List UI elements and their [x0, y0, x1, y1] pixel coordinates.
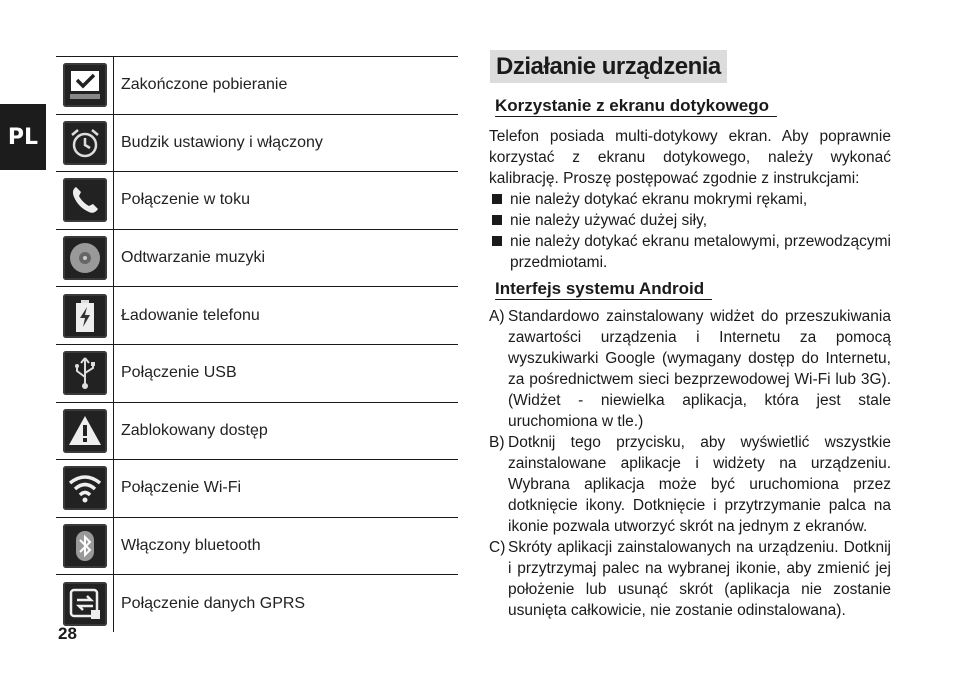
subsection-title-touchscreen: Korzystanie z ekranu dotykowego [495, 96, 777, 117]
usb-icon [63, 351, 107, 395]
list-item: C) Skróty aplikacji zainstalowanych na urządzeniu. Dotknij i przytrzymaj palec na wybranej ikonie, aby zmienić jej położenie lub usunąć skrót (aplikacja nie zostanie usunięta całkowicie, nie zostanie odinstalowana). [489, 539, 891, 619]
gprs-data-icon [63, 582, 107, 626]
table-row [56, 574, 458, 632]
table-row [56, 402, 458, 460]
row-label: Budzik ustawiony i włączony [121, 133, 323, 151]
row-label: Zablokowany dostęp [121, 421, 268, 439]
list-item: A) Standardowo zainstalowany widżet do przeszukiwania zawartości urządzenia i Internetu za pomocą wyszukiwarki Google (wymagany dostęp do Internetu, za pośrednictwem sieci bezprzewodowej Wi-Fi lub 3G). (Widżet - niewielka aplikacja, która jest stale uruchomiona w tle.) [489, 308, 891, 430]
table-row [56, 171, 458, 229]
row-label: Połączenie w toku [121, 191, 250, 209]
row-label: Połączenie USB [121, 364, 237, 382]
row-label: Ładowanie telefonu [121, 306, 260, 324]
row-label: Włączony bluetooth [121, 537, 261, 555]
table-row [56, 114, 458, 172]
table-row [56, 56, 458, 114]
battery-charging-icon [63, 294, 107, 338]
warning-icon [63, 409, 107, 453]
status-icon-table [56, 56, 458, 632]
phone-call-icon [63, 178, 107, 222]
table-row [56, 229, 458, 287]
wifi-icon [63, 466, 107, 510]
list-item: nie należy używać dużej siły, [489, 210, 891, 231]
touchscreen-intro: Telefon posiada multi-dotykowy ekran. Aby poprawnie korzystać z ekranu dotykowego, należy wykonać kalibrację. Proszę postępować zgodnie z instrukcjami: [489, 128, 891, 187]
list-item: nie należy dotykać ekranu metalowymi, przewodzącymi przedmiotami. [489, 231, 891, 273]
bluetooth-icon [63, 524, 107, 568]
page-number: 28 [58, 624, 77, 643]
table-row [56, 286, 458, 344]
language-tab: PL [0, 104, 46, 170]
main-content [489, 50, 891, 621]
table-row [56, 517, 458, 575]
table-row [56, 344, 458, 402]
table-row [56, 459, 458, 517]
row-label: Połączenie Wi-Fi [121, 479, 242, 497]
download-complete-icon [63, 63, 107, 107]
subsection-title-android: Interfejs systemu Android [495, 279, 712, 300]
list-item: B) Dotknij tego przycisku, aby wyświetlić wszystkie zainstalowane aplikacje i widżety na urządzeniu. Wybrana aplikacja może być uruchomiona przez dotknięcie ikony. Dotknięcie i przytrzymanie palca na ikonie pozwala utworzyć skrót na jednym z ekranów. [489, 434, 891, 535]
row-label: Zakończone pobieranie [121, 76, 288, 94]
section-title: Działanie urządzenia [490, 50, 727, 83]
row-label: Odtwarzanie muzyki [121, 249, 266, 267]
alarm-clock-icon [63, 121, 107, 165]
row-label: Połączenie danych GPRS [121, 594, 306, 612]
list-item: nie należy dotykać ekranu mokrymi rękami, [489, 189, 891, 210]
music-disc-icon [63, 236, 107, 280]
